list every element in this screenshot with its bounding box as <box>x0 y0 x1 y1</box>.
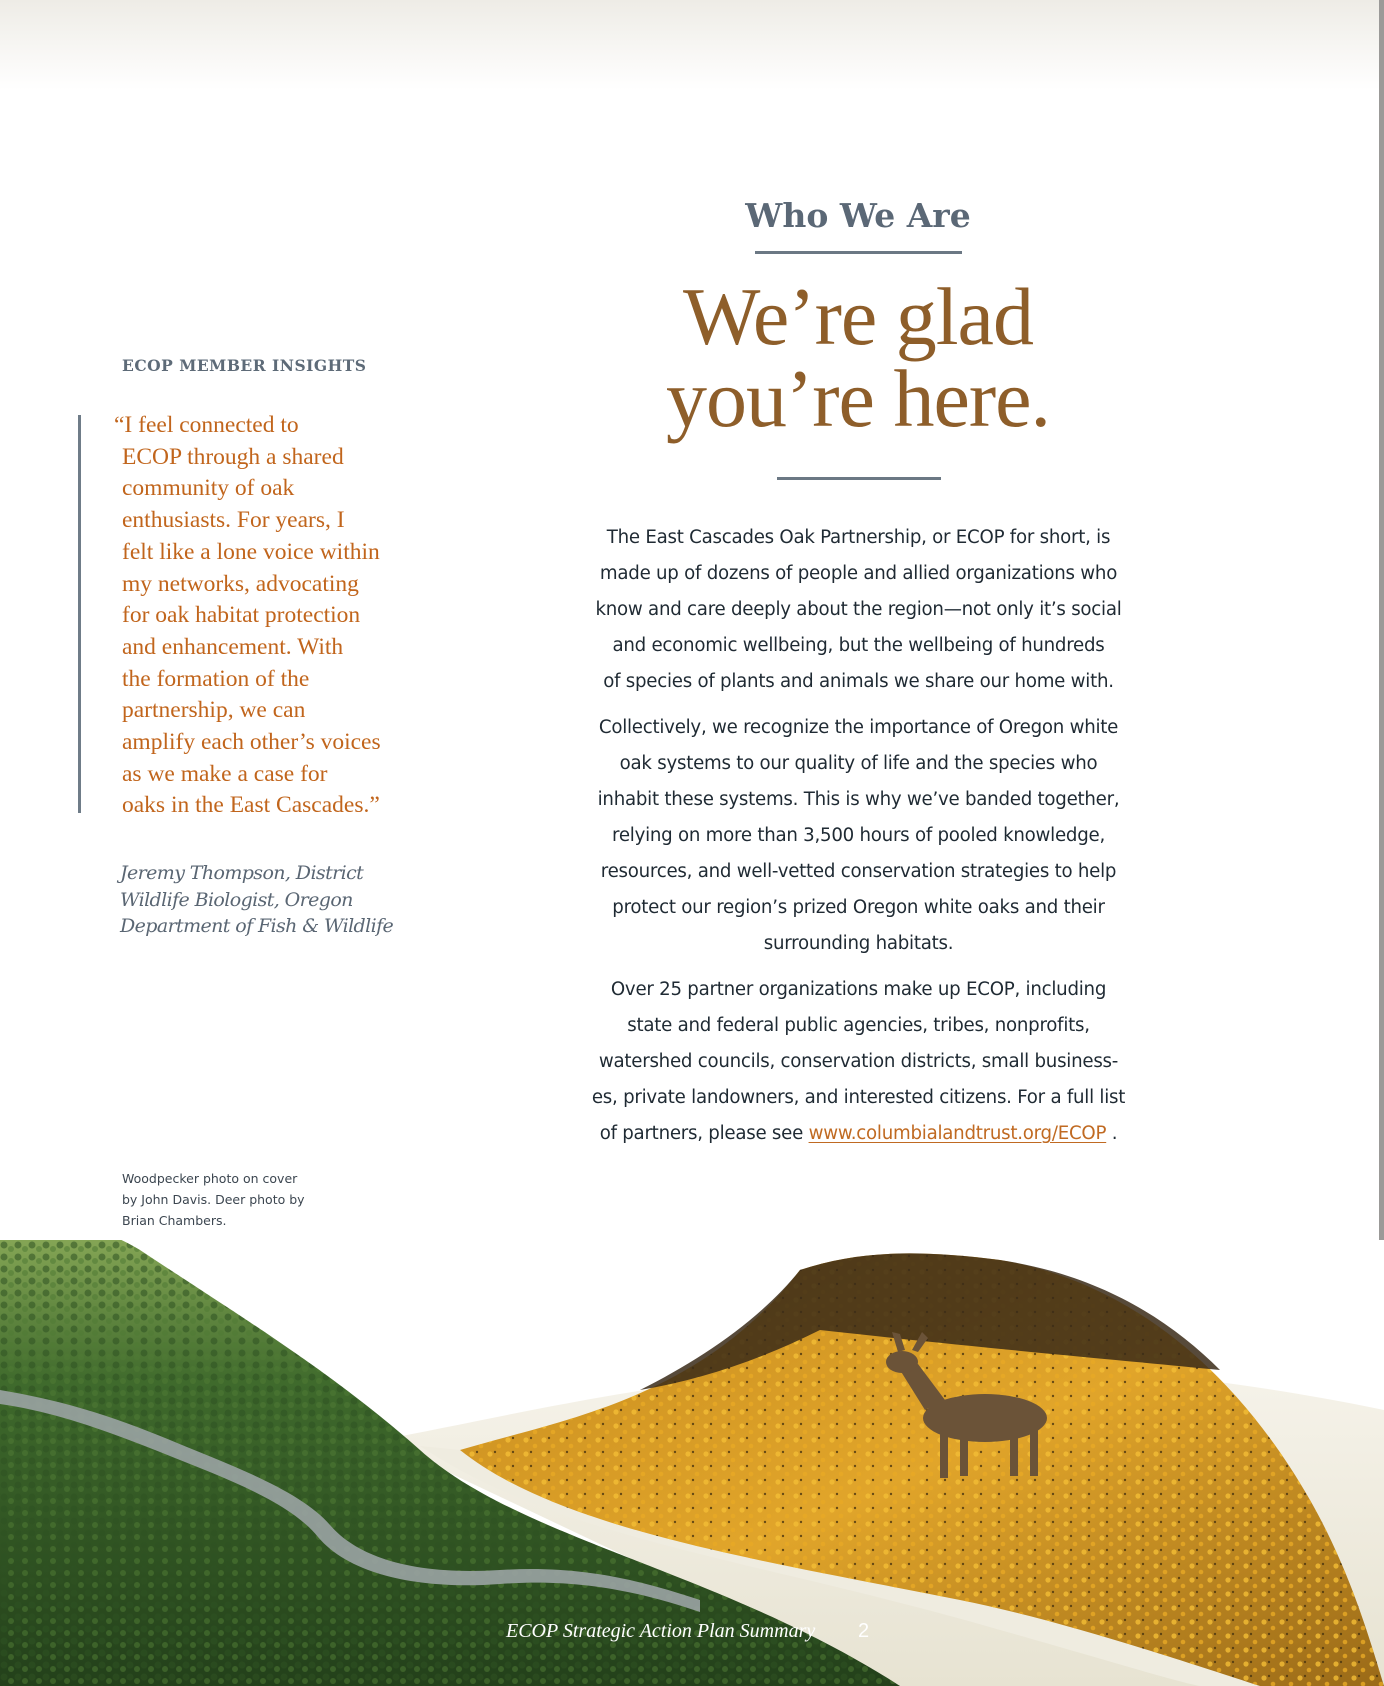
text-line: oak systems to our quality of life and the species who <box>619 753 1098 774</box>
top-shadow <box>0 0 1384 90</box>
text-line: inhabit these systems. This is why we’ve banded together, <box>597 789 1120 810</box>
text-line: watershed councils, conservation districts, small business- <box>598 1051 1119 1072</box>
attribution-line: Wildlife Biologist, Oregon <box>120 888 353 911</box>
text-line: know and care deeply about the region—not only it’s social <box>595 599 1122 620</box>
quote-line: the formation of the <box>122 665 310 692</box>
quote-line: partnership, we can <box>122 697 306 724</box>
member-quote <box>114 410 424 822</box>
quote-line: “I feel connected to <box>114 412 299 438</box>
text-line: of species of plants and animals we share our home with. <box>603 671 1114 692</box>
text-line: Over 25 partner organizations make up ECOP, including <box>610 979 1107 1000</box>
text-line: protect our region’s prized Oregon white oaks and their <box>612 897 1105 918</box>
text-line: made up of dozens of people and allied organizations who <box>599 563 1118 584</box>
paragraph-3 <box>582 972 1135 1152</box>
credits-line: by John Davis. Deer photo by <box>122 1192 305 1207</box>
text-line <box>582 1116 1135 1152</box>
text-line: es, private landowners, and interested citizens. For a full list <box>591 1087 1126 1108</box>
paragraph-2 <box>582 710 1135 962</box>
body-text <box>582 520 1135 1152</box>
text-line: surrounding habitats. <box>763 933 954 954</box>
quote-line: as we make a case for <box>122 760 328 787</box>
quote-attribution <box>120 860 420 940</box>
text-line: resources, and well-vetted conservation strategies to help <box>600 861 1117 882</box>
attribution-line: Department of Fish & Wildlife <box>120 915 394 937</box>
text-line: relying on more than 3,500 hours of pooled knowledge, <box>612 825 1105 846</box>
partners-prefix: of partners, please see <box>599 1123 809 1144</box>
headline-divider <box>777 477 941 480</box>
quote-bar <box>78 415 81 813</box>
credits-line: Woodpecker photo on cover <box>122 1171 298 1186</box>
headline-line: We’re glad <box>683 271 1033 362</box>
quote-line: and enhancement. With <box>122 633 344 660</box>
text-line: The East Cascades Oak Partnership, or ECOP for short, is <box>606 527 1111 548</box>
quote-line: community of oak <box>122 475 295 502</box>
attribution-line: Jeremy Thompson, District <box>120 862 364 884</box>
section-title: Who We Are <box>745 196 971 235</box>
paragraph-1 <box>582 520 1135 700</box>
quote-line: amplify each other’s voices <box>122 729 381 756</box>
photo-credits <box>122 1168 372 1231</box>
quote-line: oaks in the East Cascades.” <box>122 792 380 819</box>
footer-title: ECOP Strategic Action Plan Summary <box>506 1620 816 1642</box>
headline <box>600 271 1116 444</box>
credits-line: Brian Chambers. <box>122 1213 227 1228</box>
partners-link[interactable]: www.columbialandtrust.org/ECOP <box>808 1123 1107 1144</box>
quote-line: ECOP through a shared <box>122 443 344 470</box>
text-line: and economic wellbeing, but the wellbeing of hundreds <box>612 635 1105 656</box>
headline-line: you’re here. <box>665 353 1051 444</box>
quote-line: enthusiasts. For years, I <box>122 507 345 534</box>
insights-label: ECOP MEMBER INSIGHTS <box>122 356 367 375</box>
title-underline <box>755 251 962 254</box>
page-number: 2 <box>858 1620 870 1642</box>
quote-line: for oak habitat protection <box>122 602 361 629</box>
quote-line: my networks, advocating <box>122 570 359 597</box>
partners-suffix: . <box>1106 1123 1118 1144</box>
text-line: Collectively, we recognize the importance of Oregon white <box>598 717 1119 738</box>
text-line: state and federal public agencies, tribes, nonprofits, <box>627 1015 1090 1036</box>
quote-line: felt like a lone voice within <box>122 538 380 565</box>
